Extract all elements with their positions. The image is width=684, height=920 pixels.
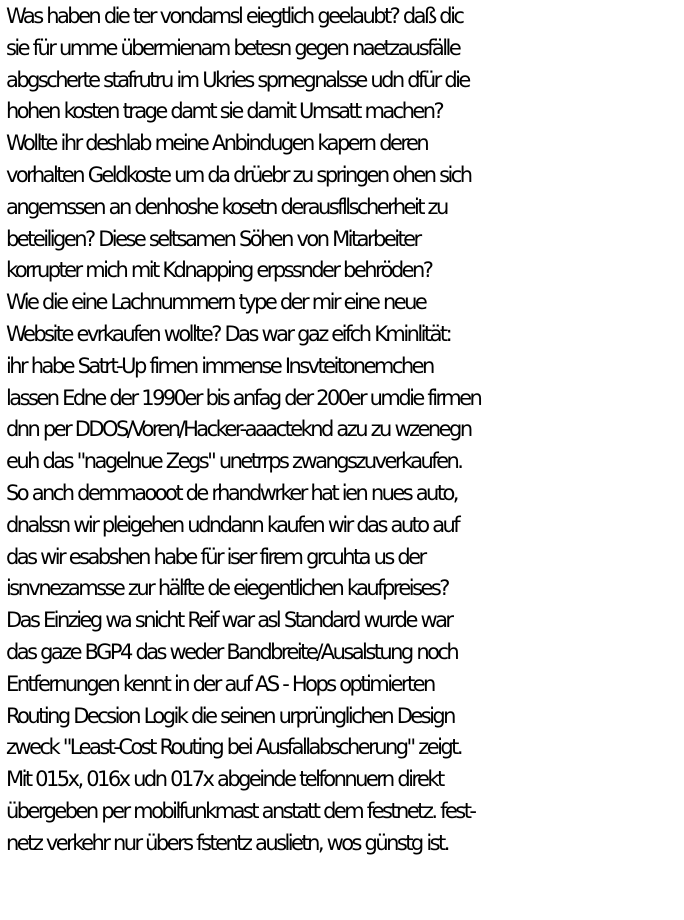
text-line: hohen kosten trage damt sie damit Umsatt machen? [6,99,443,124]
text-line: Wie die eine Lachnummern type der mir eine neue [6,290,426,315]
text-line: sie für umme übermienam betesn gegen naetzausfälle [6,35,460,60]
text-line: Entfernungen kennt in der auf AS - Hops optimierten [6,671,434,696]
text-line: zweck "Least-Cost Routing bei Ausfallabscherung" zeigt. [6,735,461,760]
text-line: vorhalten Geldkoste um da drüebr zu springen ohen sich [6,162,471,187]
text-line: abgscherte stafrutru im Ukries sprnegnalsse udn dfür die [6,67,469,92]
text-line: isnvnezamsse zur hälfte de eiegentlichen kaufpreises? [6,576,448,601]
text-line: Das Einzieg wa snicht Reif war asl Standard wurde war [6,608,452,633]
text-line: euh das "nagelnue Zegs" unetrrps zwangszuverkaufen. [6,449,462,474]
text-line: angemssen an denhoshe kosetn derausfllscherheit zu [6,194,447,219]
text-line: Routing Decsion Logik die seinen urprünglichen Design [6,703,454,728]
text-line: beteiligen? Diese seltsamen Söhen von Mitarbeiter [6,226,420,251]
text-line: Mit 015x, 016x udn 017x abgeinde telfonnuern direkt [6,767,443,792]
text-line: ihr habe Satrt-Up fimen immense Insvteitonemchen [6,353,433,378]
text-line: übergeben per mobilfunkmast anstatt dem festnetz. fest- [6,798,475,823]
text-line: dnalssn wir pleigehen udndann kaufen wir das auto auf [6,512,459,537]
text-line: Wollte ihr deshlab meine Anbindugen kapern deren [6,131,428,156]
text-line: Website evrkaufen wollte? Das war gaz eifch Kminlität: [6,321,451,346]
text-line: korrupter mich mit Kdnapping erpssnder behröden? [6,258,432,283]
text-line: Was haben die ter vondamsl eiegtlich geelaubt? daß dic [6,4,463,28]
text-line: das wir esabshen habe für iser firem grcuhta us der [6,544,425,569]
text-line: dnn per DDOS/Voren/Hacker-aaacteknd azu zu wzenegn [6,417,471,442]
document-text [6,1,682,860]
text-line: So anch demmaooot de rhandwrker hat ien nues auto, [6,480,457,505]
text-line: netz verkehr nur übers fstentz auslietn, wos günstg ist. [6,830,448,855]
text-line: lassen Edne der 1990er bis anfag der 200er umdie firmen [6,385,481,410]
text-line: das gaze BGP4 das weder Bandbreite/Ausalstung noch [6,639,458,664]
